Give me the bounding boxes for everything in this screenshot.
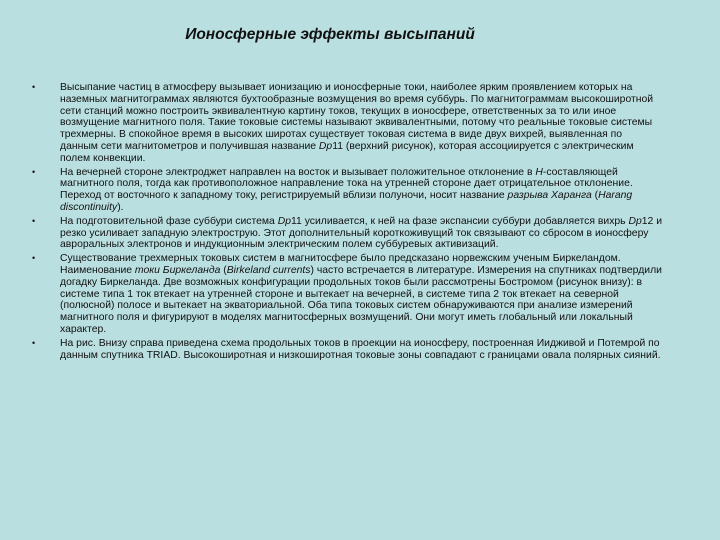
- slide-title: Ионосферные эффекты высыпаний: [185, 26, 475, 43]
- text-run: ) часто встречается в литературе. Измерения на спутниках подтвердили догадку Биркеланда. Две возможных конфигурации продольных токов были рассмотрены Бостромом (рисунок внизу): в системе типа 1 ток втекает на утренней стороне и вытекает на вечерней, в системе типа 2 ток втекает на северной (полюсной) полосе и вытекает на экваториальной. Оба типа токовых систем обнаруживаются при анализе измерений магнитного поля и фигурируют в моделях магнитосферных возмущений. Они могут иметь глобальный или локальный характер.: [60, 264, 662, 335]
- italic-term: Harang discontinuity: [60, 190, 633, 213]
- bullet-marker: •: [32, 166, 36, 177]
- text-run: -составляющей магнитного поля, тогда как противоположное направление тока на утренней стороне дает отрицательное отклонение. Переход от восточного к западному току, регистрируемый вблизи полуночи, носит название: [60, 166, 633, 202]
- text-run: Существование трехмерных токовых систем в магнитосфере было предсказано норвежским ученым Биркеландом. Наименование: [60, 253, 621, 276]
- bullet-list: [32, 82, 662, 363]
- italic-term: H: [535, 166, 543, 178]
- italic-term: Dp: [277, 215, 292, 227]
- text-run: ).: [117, 201, 124, 213]
- bullet-item: [32, 167, 662, 214]
- bullet-item: [32, 82, 662, 165]
- text-run: На вечерней стороне электроджет направлен на восток и вызывает положительное отклонение в: [60, 166, 536, 178]
- text-run: 11 (верхний рисунок), которая ассоциируется с электрическим полем конвекции.: [60, 140, 634, 164]
- text-run: 11 усиливается, к ней на фазе экспансии суббури добавляется вихрь: [291, 215, 629, 227]
- italic-term: разрыва Харанга: [507, 190, 592, 202]
- italic-term: Birkeland currents: [226, 264, 311, 276]
- text-run: (: [591, 190, 599, 202]
- bullet-text: [60, 216, 662, 251]
- bullet-text: [60, 82, 653, 164]
- bullet-marker: •: [32, 215, 36, 226]
- bullet-text: [60, 253, 662, 335]
- text-run: Высыпание частиц в атмосферу вызывает ионизацию и ионосферные токи, наиболее ярким проявлением которых на наземных магнитограммах являются бухтообразные возмущения во время суббурь. По магнитограммам высокоширотной сети станций можно построить эквивалентную картину токов, текущих в ионосфере, ответственных за то или иное возмущение магнитного поля. Такие токовые системы называют эквивалентными, потому что реальные токовые системы трехмерны. В спокойное время в высоких широтах существует токовая система в виде двух вихрей, выявленная по данным сети магнитометров и получившая название: [60, 82, 654, 152]
- text-run: На рис. Внизу справа приведена схема продольных токов в проекции на ионосферу, построенная Иидживой и Потемрой по данным спутника TRIAD. Высокоширотная и низкоширотная токовые зоны совпадают с границами овала полярных сияний.: [60, 337, 661, 361]
- bullet-text: [60, 338, 661, 361]
- bullet-marker: •: [32, 337, 36, 348]
- italic-term: токи Биркеланда: [134, 264, 221, 276]
- bullet-marker: •: [32, 82, 36, 92]
- italic-term: Dp: [318, 140, 333, 152]
- bullet-item: [32, 338, 662, 362]
- bullet-marker: •: [32, 253, 36, 264]
- text-run: (: [220, 264, 227, 276]
- bullet-item: [32, 253, 662, 336]
- italic-term: Dp: [628, 215, 642, 227]
- text-run: 12 и резко усиливает западную электрострую. Этот дополнительный короткоживущий ток связывают со сбросом в ионосферу авроральных электронов и индукционным электрическим полем суббуревых активизаций.: [60, 215, 663, 251]
- bullet-text: [60, 167, 633, 213]
- bullet-item: [32, 216, 662, 251]
- text-run: На подготовительной фазе суббури система: [60, 215, 278, 227]
